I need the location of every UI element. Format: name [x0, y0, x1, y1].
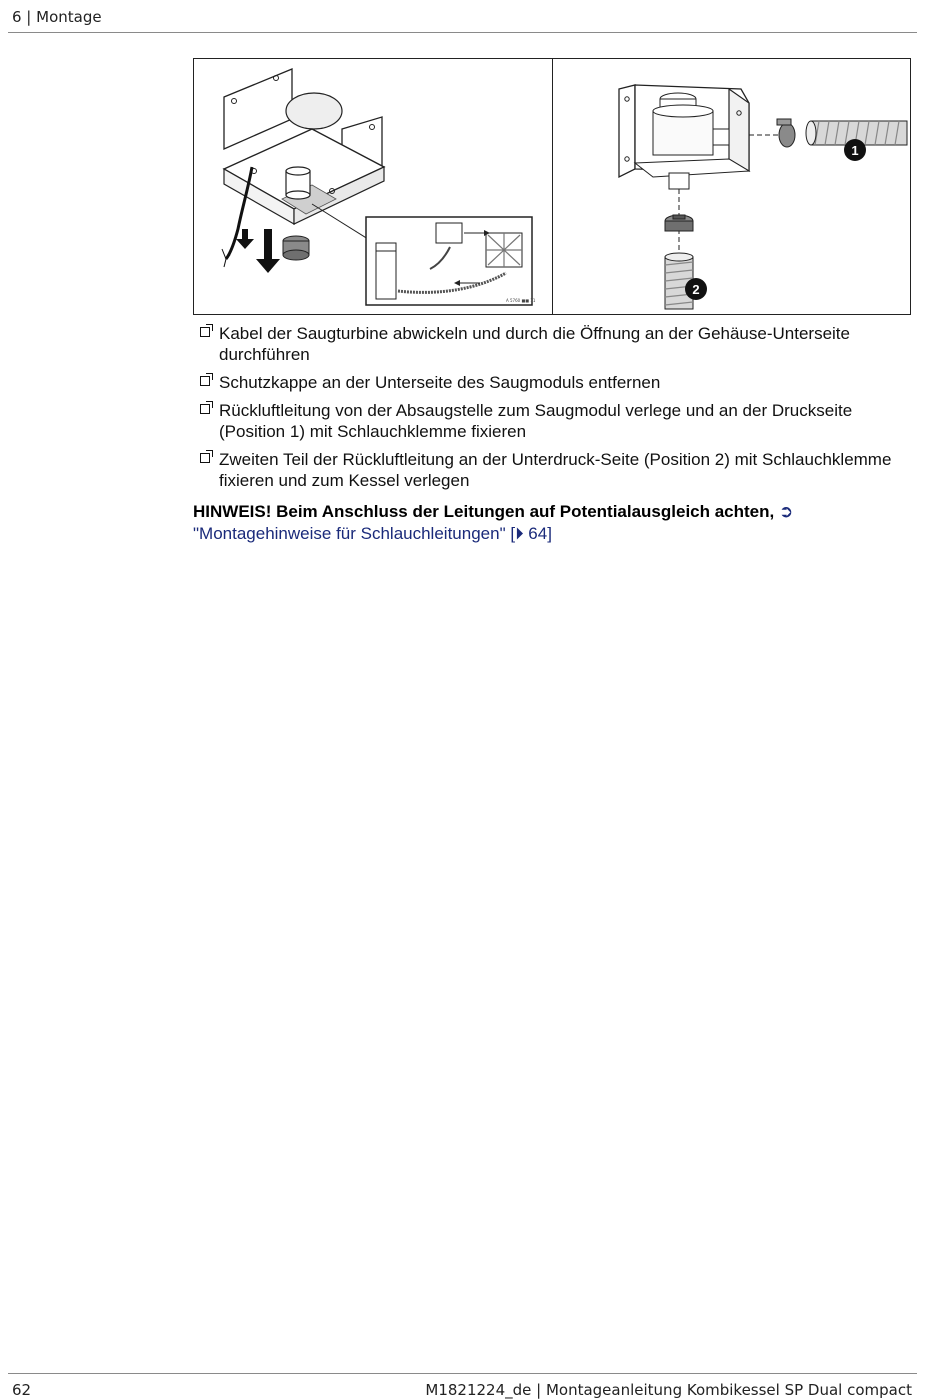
checkbox-icon: [200, 327, 210, 337]
callout-2: 2: [692, 282, 700, 297]
document-title: M1821224_de | Montageanleitung Kombikessel SP Dual compact: [425, 1381, 912, 1399]
step-item: [198, 400, 918, 442]
footer-divider: [8, 1373, 917, 1374]
checkbox-icon: [200, 453, 210, 463]
suction-module-underside-illustration: [194, 59, 551, 314]
step-text: Kabel der Saugturbine abwickeln und durch die Öffnung an der Gehäuse-Unterseite durchführen: [219, 324, 850, 364]
callout-1: 1: [851, 143, 859, 158]
page-reference-link[interactable]: [⏵ 64]: [510, 524, 552, 543]
step-item: [198, 449, 918, 491]
instruction-steps: [198, 323, 918, 498]
checkbox-icon: [200, 404, 210, 414]
figure-panel-right: [553, 59, 910, 314]
page-header: 6 | Montage: [12, 8, 102, 26]
installation-figure: [193, 58, 911, 315]
note-text: HINWEIS! Beim Anschluss der Leitungen auf Potentialausgleich achten,: [193, 502, 775, 521]
step-text: Schutzkappe an der Unterseite des Saugmoduls entfernen: [219, 373, 661, 392]
note-paragraph: [193, 501, 893, 545]
inset-code: A 5760 ■■ 11: [506, 298, 536, 303]
step-text: Rückluftleitung von der Absaugstelle zum Saugmodul verlege und an der Druckseite (Position 1) mit Schlauchklemme fixieren: [219, 401, 853, 441]
figure-panel-left: [194, 59, 553, 314]
cross-reference-link[interactable]: "Montagehinweise für Schlauchleitungen": [193, 524, 506, 543]
step-item: [198, 372, 918, 393]
header-divider: [8, 32, 917, 33]
checkbox-icon: [200, 376, 210, 386]
step-item: [198, 323, 918, 365]
reference-arrow-icon: ➲: [778, 502, 794, 521]
return-air-hose-connection-illustration: [553, 59, 910, 314]
step-text: Zweiten Teil der Rückluftleitung an der Unterdruck-Seite (Position 2) mit Schlauchklemme fixieren und zum Kessel verlegen: [219, 450, 892, 490]
page-number: 62: [12, 1381, 32, 1399]
